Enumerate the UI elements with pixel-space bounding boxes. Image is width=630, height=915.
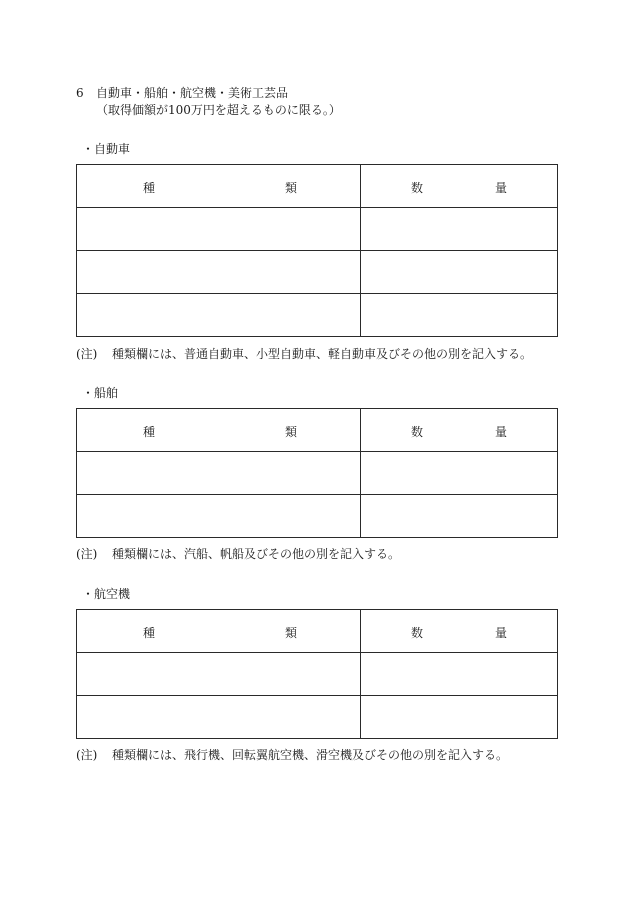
kind-header-cell: [77, 409, 361, 452]
kind-cell[interactable]: [77, 251, 361, 294]
aircraft-label: ・航空機: [82, 587, 131, 601]
aircraft-table: [76, 609, 558, 739]
kind-header-char-2: 類: [285, 626, 298, 640]
kind-header-char-2: 類: [285, 181, 298, 195]
kind-cell[interactable]: [77, 208, 361, 251]
quantity-cell[interactable]: [361, 653, 558, 696]
quantity-cell[interactable]: [361, 208, 558, 251]
car-note: [76, 347, 532, 361]
kind-cell[interactable]: [77, 696, 361, 739]
kind-header-cell: [77, 165, 361, 208]
table-row: [77, 495, 558, 538]
note-text: 種類欄には、飛行機、回転翼航空機、滑空機及びその他の別を記入する。: [112, 748, 509, 762]
section-title: 自動車・船舶・航空機・美術工芸品: [96, 86, 289, 100]
quantity-cell[interactable]: [361, 294, 558, 337]
section-heading: [76, 86, 288, 100]
table-row: [77, 208, 558, 251]
table-header-row: [77, 409, 558, 452]
quantity-cell[interactable]: [361, 495, 558, 538]
quantity-cell[interactable]: [361, 251, 558, 294]
note-text: 種類欄には、汽船、帆船及びその他の別を記入する。: [112, 547, 401, 561]
quantity-header-char-2: 量: [495, 181, 508, 195]
note-mark: (注): [76, 547, 98, 561]
note-mark: (注): [76, 347, 98, 361]
quantity-header-char-1: 数: [411, 626, 424, 640]
note-text: 種類欄には、普通自動車、小型自動車、軽自動車及びその他の別を記入する。: [112, 347, 533, 361]
kind-header-char-1: 種: [143, 626, 156, 640]
ship-label: ・船舶: [82, 386, 119, 400]
car-table: [76, 164, 558, 337]
ship-note: [76, 547, 400, 561]
quantity-header-char-2: 量: [495, 626, 508, 640]
quantity-header-cell: [361, 409, 558, 452]
note-mark: (注): [76, 748, 98, 762]
quantity-cell[interactable]: [361, 696, 558, 739]
car-label: ・自動車: [82, 142, 131, 156]
table-header-row: [77, 165, 558, 208]
quantity-header-cell: [361, 165, 558, 208]
table-row: [77, 294, 558, 337]
quantity-header-char-2: 量: [495, 425, 508, 439]
ship-table: [76, 408, 558, 538]
table-header-row: [77, 610, 558, 653]
table-row: [77, 653, 558, 696]
quantity-header-cell: [361, 610, 558, 653]
quantity-header-char-1: 数: [411, 425, 424, 439]
kind-cell[interactable]: [77, 653, 361, 696]
kind-cell[interactable]: [77, 452, 361, 495]
table-row: [77, 452, 558, 495]
kind-header-char-2: 類: [285, 425, 298, 439]
aircraft-note: [76, 748, 508, 762]
quantity-cell[interactable]: [361, 452, 558, 495]
kind-cell[interactable]: [77, 495, 361, 538]
table-row: [77, 251, 558, 294]
kind-header-cell: [77, 610, 361, 653]
section-number: 6: [76, 86, 84, 100]
quantity-header-char-1: 数: [411, 181, 424, 195]
kind-cell[interactable]: [77, 294, 361, 337]
kind-header-char-1: 種: [143, 425, 156, 439]
kind-header-char-1: 種: [143, 181, 156, 195]
section-subtitle: （取得価額が100万円を超えるものに限る。）: [96, 103, 341, 117]
table-row: [77, 696, 558, 739]
